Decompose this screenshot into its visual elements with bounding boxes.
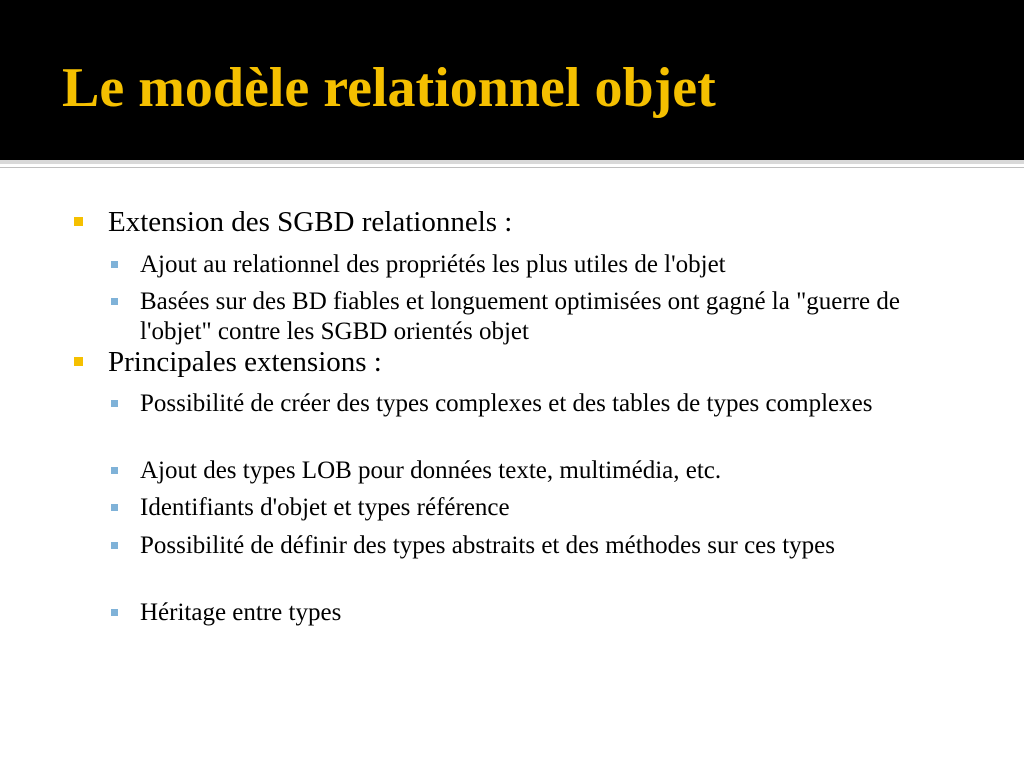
square-bullet-icon [111, 400, 118, 407]
slide-title: Le modèle relationnel objet [62, 57, 716, 119]
sub-bullet-guerre-objet [140, 287, 940, 347]
sub-bullet-identifiants-objet [140, 493, 1000, 523]
square-bullet-icon [111, 504, 118, 511]
sub-bullet-text: Possibilité de définir des types abstraits et des méthodes sur ces types [140, 532, 836, 559]
square-bullet-icon [111, 261, 118, 268]
square-bullet-icon [111, 298, 118, 305]
sub-bullet-text: Ajout au relationnel des propriétés les plus utiles de l'objet [140, 251, 726, 278]
sub-bullet-heritage [140, 598, 1000, 628]
sub-bullet-text: Possibilité de créer des types complexes et des tables de types complexes [140, 390, 873, 417]
sub-bullet-text: Basées sur des BD fiables et longuement optimisées ont gagné la "guerre de l'objet" contre les SGBD orientés objet [140, 288, 900, 345]
bullet-extension-sgbd [108, 206, 988, 239]
sub-bullet-text: Identifiants d'objet et types référence [140, 494, 510, 521]
square-bullet-icon [74, 357, 83, 366]
sub-bullet-types-abstraits [140, 531, 970, 561]
title-divider [0, 160, 1024, 164]
bullet-principales-extensions [108, 346, 988, 379]
sub-bullet-text: Héritage entre types [140, 599, 342, 626]
sub-bullet-ajout-proprietes [140, 250, 1000, 280]
bullet-text: Principales extensions : [108, 346, 382, 378]
sub-bullet-types-lob [140, 456, 1000, 486]
title-divider-thin [0, 167, 1024, 168]
square-bullet-icon [111, 467, 118, 474]
sub-bullet-types-complexes [140, 389, 920, 419]
square-bullet-icon [111, 609, 118, 616]
sub-bullet-text: Ajout des types LOB pour données texte, multimédia, etc. [140, 457, 722, 484]
bullet-text: Extension des SGBD relationnels : [108, 206, 513, 238]
square-bullet-icon [74, 217, 83, 226]
title-bar [0, 0, 1024, 160]
square-bullet-icon [111, 542, 118, 549]
